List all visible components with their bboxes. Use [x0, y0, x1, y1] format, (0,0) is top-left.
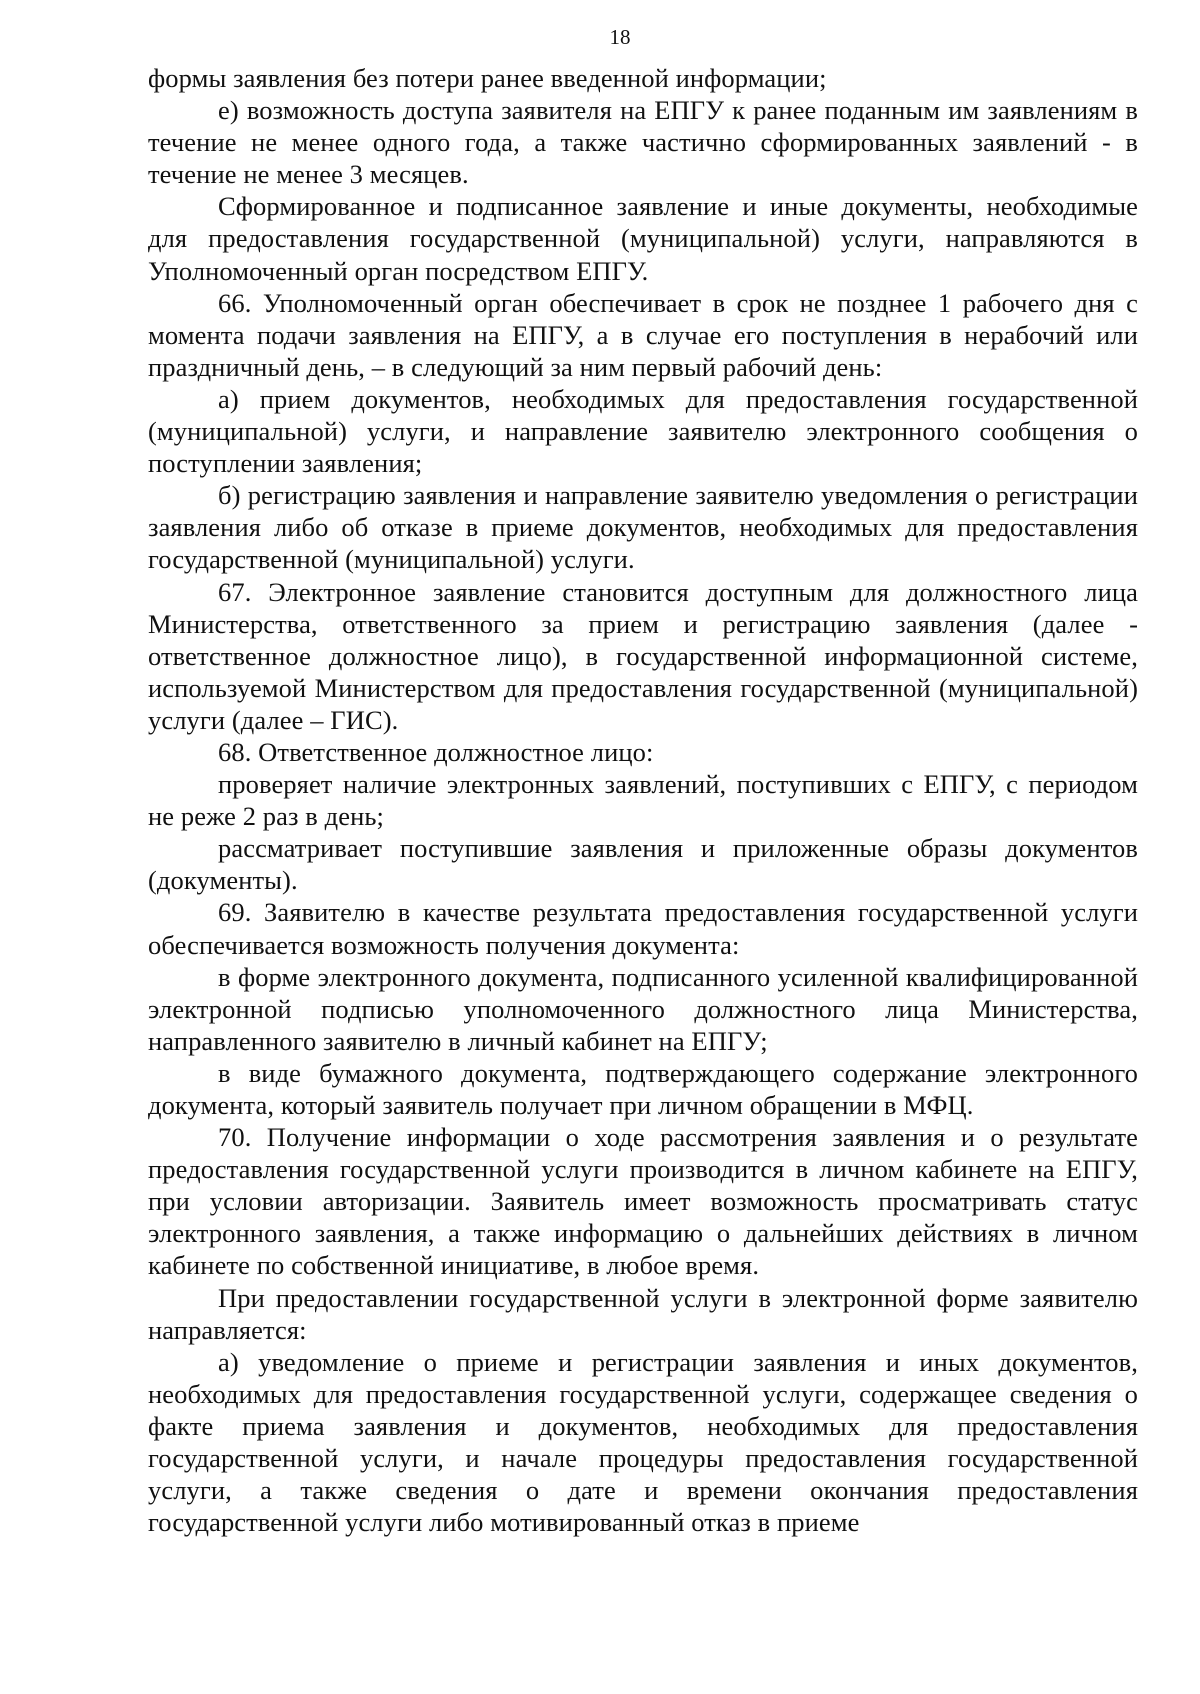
paragraph-66: 66. Уполномоченный орган обеспечивает в срок не позднее 1 рабочего дня с момента подачи заявления на ЕПГУ, а в случае его поступления в нерабочий или праздничный день, – в следующий за ним первый рабочий день:: [148, 287, 1138, 382]
paragraph-70: 70. Получение информации о ходе рассмотрения заявления и о результате предоставления государственной услуги производится в личном кабинете на ЕПГУ, при условии авторизации. Заявитель имеет возможность просматривать статус электронного заявления, а также информацию о дальнейших действиях в личном кабинете по собственной инициативе, в любое время.: [148, 1122, 1138, 1281]
paragraph-69-electronic: в форме электронного документа, подписанного усиленной квалифицированной электронной подписью уполномоченного должностного лица Министерства, направленного заявителю в личный кабинет на ЕПГУ;: [148, 961, 1138, 1056]
paragraph-item-e: е) возможность доступа заявителя на ЕПГУ к ранее поданным им заявлениям в течение не менее одного года, а также частично сформированных заявлений - в течение не менее 3 месяцев.: [148, 95, 1138, 190]
paragraph-67: 67. Электронное заявление становится доступным для должностного лица Министерства, ответственного за прием и регистрацию заявления (далее - ответственное должностное лицо), в государственной информационной системе, используемой Министерством для предоставления государственной (муниципальной) услуги (далее – ГИС).: [148, 576, 1138, 735]
paragraph-signed-application: Сформированное и подписанное заявление и иные документы, необходимые для предоставления государственной (муниципальной) услуги, направляются в Уполномоченный орган посредством ЕПГУ.: [148, 191, 1138, 286]
paragraph-66-item-a: а) прием документов, необходимых для предоставления государственной (муниципальной) услуги, и направление заявителю электронного сообщения о поступлении заявления;: [148, 383, 1138, 479]
paragraph-69: 69. Заявителю в качестве результата предоставления государственной услуги обеспечивается возможность получения документа:: [148, 897, 1138, 960]
paragraph-68-reviews: рассматривает поступившие заявления и приложенные образы документов (документы).: [148, 833, 1138, 896]
paragraph-66-item-b: б) регистрацию заявления и направление заявителю уведомления о регистрации заявления либо об отказе в приеме документов, необходимых для предоставления государственной (муниципальной) услуги.: [148, 480, 1138, 575]
paragraph-68-checks: проверяет наличие электронных заявлений, поступивших с ЕПГУ, с периодом не реже 2 раз в день;: [148, 769, 1138, 832]
page-number: 18: [609, 25, 631, 49]
paragraph-continuation: формы заявления без потери ранее введенной информации;: [148, 63, 827, 93]
paragraph-68: 68. Ответственное должностное лицо:: [218, 736, 654, 767]
paragraph-69-paper: в виде бумажного документа, подтверждающего содержание электронного документа, который заявитель получает при личном обращении в МФЦ.: [148, 1057, 1138, 1120]
paragraph-electronic-form: При предоставлении государственной услуги в электронной форме заявителю направляется:: [148, 1282, 1138, 1345]
document-body: [148, 62, 1138, 1538]
paragraph-notification-a: а) уведомление о приеме и регистрации заявления и иных документов, необходимых для предоставления государственной услуги, содержащее сведения о факте приема заявления и документов, необходимых для предоставления государственной услуги, и начале процедуры предоставления государственной услуги, а также сведения о дате и времени окончания предоставления государственной услуги либо мотивированный отказ в приеме: [148, 1346, 1138, 1538]
